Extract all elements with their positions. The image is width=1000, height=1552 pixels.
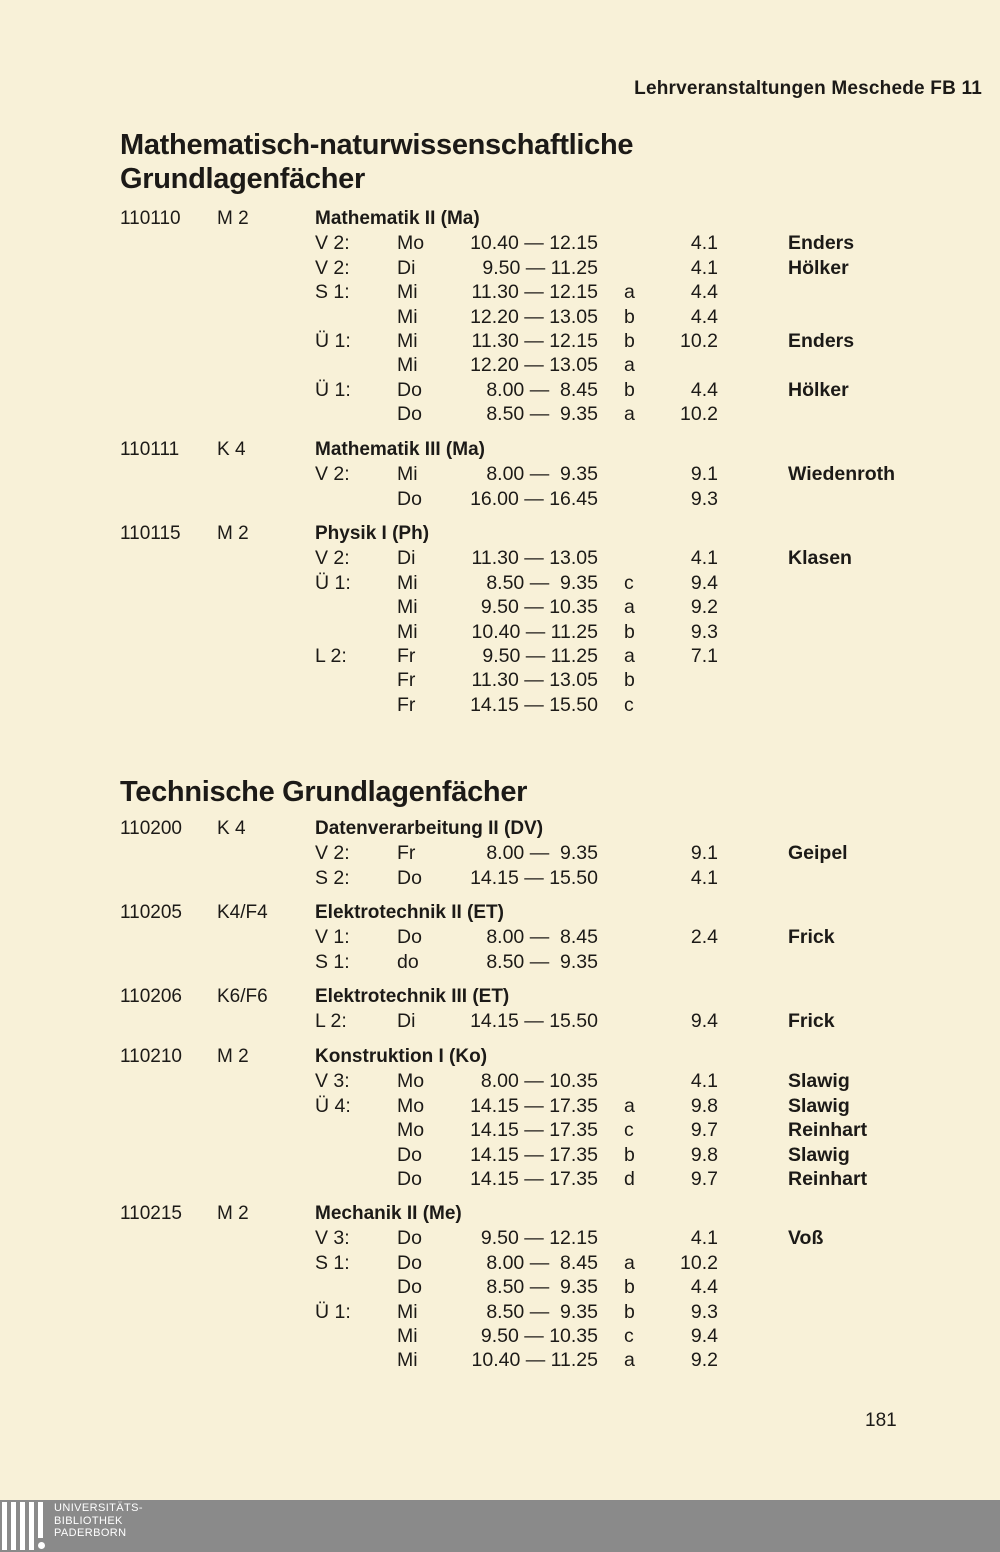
session-row xyxy=(0,866,1000,890)
session-day: Mi xyxy=(397,305,418,328)
session-lecturer: Reinhart xyxy=(788,1119,868,1142)
course-type: K4/F4 xyxy=(217,902,268,923)
session-day: Mi xyxy=(397,1324,418,1347)
course-title: Datenverarbeitung II (DV) xyxy=(315,818,544,839)
session-row xyxy=(0,487,1000,511)
session-room: 4.1 xyxy=(690,232,718,255)
course-title: Mechanik II (Me) xyxy=(315,1203,462,1224)
session-lecturer: Enders xyxy=(788,232,855,255)
session-group: d xyxy=(624,1167,635,1190)
session-time: 8.50 — 9.35 xyxy=(486,1276,598,1299)
session-group: b xyxy=(624,1300,635,1323)
session-time: 9.50 — 10.35 xyxy=(480,596,598,619)
session-group: a xyxy=(624,403,635,426)
course-number: 110206 xyxy=(120,986,182,1007)
session-group: b xyxy=(624,305,635,328)
section-title-line-1: Mathematisch-naturwissenschaftliche xyxy=(120,129,634,161)
session-room: 10.2 xyxy=(680,329,718,352)
session-day: Mi xyxy=(397,1349,418,1372)
session-group: b xyxy=(624,329,635,352)
session-day: Mo xyxy=(397,1094,425,1117)
course-number: 110110 xyxy=(120,208,181,229)
session-time: 9.50 — 11.25 xyxy=(482,256,598,279)
session-kind: S 1: xyxy=(315,950,350,973)
session-time: 14.15 — 17.35 xyxy=(470,1143,598,1166)
session-lecturer: Reinhart xyxy=(788,1167,868,1190)
course-header xyxy=(0,438,1000,462)
session-room: 4.1 xyxy=(690,547,718,570)
session-kind: Ü 1: xyxy=(315,571,351,594)
session-room: 7.1 xyxy=(690,644,718,667)
session-row xyxy=(0,668,1000,692)
session-row xyxy=(0,1118,1000,1142)
session-group: a xyxy=(624,596,635,619)
session-group: b xyxy=(624,620,635,643)
section-title-technical xyxy=(120,775,527,809)
session-time: 14.15 — 17.35 xyxy=(470,1167,598,1190)
course-number: 110111 xyxy=(120,439,180,460)
session-kind: S 1: xyxy=(315,281,350,304)
session-row xyxy=(0,644,1000,668)
session-kind: Ü 1: xyxy=(315,378,351,401)
session-time: 9.50 — 12.15 xyxy=(480,1227,598,1250)
session-room: 9.2 xyxy=(690,596,718,619)
course-type: M 2 xyxy=(217,1046,249,1067)
course-header xyxy=(0,1045,1000,1069)
session-row xyxy=(0,1348,1000,1372)
session-room: 4.4 xyxy=(690,378,718,401)
session-kind: L 2: xyxy=(315,644,347,667)
course-number: 110215 xyxy=(120,1203,182,1224)
session-lecturer: Slawig xyxy=(788,1143,850,1166)
session-kind: V 1: xyxy=(315,926,350,949)
session-time: 14.15 — 17.35 xyxy=(470,1119,598,1142)
session-time: 14.15 — 17.35 xyxy=(470,1094,598,1117)
course-type: K 4 xyxy=(217,439,246,460)
session-row xyxy=(0,256,1000,280)
session-room: 9.1 xyxy=(690,842,718,865)
session-kind: V 2: xyxy=(315,232,350,255)
session-time: 12.20 — 13.05 xyxy=(470,354,598,377)
course-number: 110200 xyxy=(120,818,182,839)
session-room: 9.4 xyxy=(690,1324,718,1347)
session-row xyxy=(0,462,1000,486)
course-header xyxy=(0,1202,1000,1226)
session-kind: S 1: xyxy=(315,1251,350,1274)
course-number: 110115 xyxy=(120,523,181,544)
library-name xyxy=(54,1502,143,1540)
session-group: c xyxy=(624,1119,634,1142)
session-group: a xyxy=(624,354,635,377)
course-header xyxy=(0,817,1000,841)
session-room: 2.4 xyxy=(690,926,718,949)
session-lecturer: Wiedenroth xyxy=(788,463,896,486)
session-room: 10.2 xyxy=(680,1251,718,1274)
session-row xyxy=(0,1275,1000,1299)
session-time: 8.50 — 9.35 xyxy=(486,950,598,973)
session-row xyxy=(0,1094,1000,1118)
session-room: 4.4 xyxy=(690,305,718,328)
session-room: 9.8 xyxy=(690,1094,718,1117)
session-room: 4.1 xyxy=(690,256,718,279)
session-day: Do xyxy=(397,926,422,949)
session-group: a xyxy=(624,1094,635,1117)
session-room: 10.2 xyxy=(680,403,718,426)
session-time: 8.00 — 8.45 xyxy=(486,378,598,401)
session-room: 9.4 xyxy=(690,571,718,594)
session-room: 9.3 xyxy=(690,620,718,643)
session-kind: V 3: xyxy=(315,1070,350,1093)
session-row xyxy=(0,329,1000,353)
session-time: 8.00 — 9.35 xyxy=(486,463,598,486)
session-time: 8.00 — 10.35 xyxy=(480,1070,598,1093)
running-head: Lehrveranstaltungen Meschede FB 11 xyxy=(634,78,982,99)
session-time: 16.00 — 16.45 xyxy=(470,487,598,510)
course-header xyxy=(0,522,1000,546)
session-kind: V 2: xyxy=(315,256,350,279)
section-title-math xyxy=(120,128,633,196)
session-lecturer: Frick xyxy=(788,926,835,949)
session-day: Di xyxy=(397,256,416,279)
session-row xyxy=(0,841,1000,865)
session-day: Mi xyxy=(397,1300,418,1323)
course-title: Elektrotechnik III (ET) xyxy=(315,986,510,1007)
course-type: M 2 xyxy=(217,1203,249,1224)
session-group: c xyxy=(624,693,634,716)
session-kind: L 2: xyxy=(315,1010,347,1033)
session-row xyxy=(0,693,1000,717)
session-group: a xyxy=(624,644,635,667)
session-time: 11.30 — 13.05 xyxy=(471,547,598,570)
session-group: c xyxy=(624,571,634,594)
session-row xyxy=(0,1251,1000,1275)
library-name-line: PADERBORN xyxy=(54,1527,127,1539)
course-title: Mathematik II (Ma) xyxy=(315,208,480,229)
course-header xyxy=(0,901,1000,925)
session-time: 14.15 — 15.50 xyxy=(470,693,598,716)
session-room: 4.1 xyxy=(690,1227,718,1250)
session-row xyxy=(0,950,1000,974)
session-time: 9.50 — 10.35 xyxy=(480,1324,598,1347)
course-type: K 4 xyxy=(217,818,246,839)
course-block xyxy=(0,207,1000,427)
session-room: 9.7 xyxy=(690,1167,718,1190)
session-time: 8.00 — 8.45 xyxy=(486,926,598,949)
session-day: Fr xyxy=(397,842,416,865)
course-title: Elektrotechnik II (ET) xyxy=(315,902,504,923)
session-row xyxy=(0,595,1000,619)
session-lecturer: Enders xyxy=(788,329,855,352)
library-name-line: BIBLIOTHEK xyxy=(54,1514,123,1527)
session-lecturer: Voß xyxy=(788,1227,824,1250)
session-time: 8.00 — 9.35 xyxy=(486,842,598,865)
course-block xyxy=(0,901,1000,974)
library-logo-icon xyxy=(2,1502,48,1550)
session-row xyxy=(0,305,1000,329)
page-number: 181 xyxy=(865,1410,897,1431)
session-group: c xyxy=(624,1324,634,1347)
session-time: 10.40 — 11.25 xyxy=(471,1349,598,1372)
session-row xyxy=(0,546,1000,570)
session-lecturer: Frick xyxy=(788,1010,835,1033)
course-number: 110205 xyxy=(120,902,182,923)
session-day: Do xyxy=(397,1227,422,1250)
session-row xyxy=(0,1324,1000,1348)
course-block xyxy=(0,1045,1000,1191)
session-day: Mo xyxy=(397,232,425,255)
session-lecturer: Slawig xyxy=(788,1094,850,1117)
session-day: Mi xyxy=(397,620,418,643)
course-type: K6/F6 xyxy=(217,986,268,1007)
session-kind: V 3: xyxy=(315,1227,350,1250)
course-block xyxy=(0,522,1000,717)
course-block xyxy=(0,438,1000,511)
session-day: Fr xyxy=(397,644,416,667)
session-day: Mo xyxy=(397,1070,425,1093)
session-day: Do xyxy=(397,487,422,510)
session-row xyxy=(0,1143,1000,1167)
session-time: 14.15 — 15.50 xyxy=(470,1010,598,1033)
session-row xyxy=(0,402,1000,426)
session-day: Do xyxy=(397,1276,422,1299)
session-day: Mi xyxy=(397,329,418,352)
library-name-line: UNIVERSITÄTS- xyxy=(54,1502,143,1514)
session-kind: V 2: xyxy=(315,463,350,486)
session-day: do xyxy=(397,950,419,973)
section-title-line-1: Technische Grundlagenfächer xyxy=(120,776,528,808)
library-footer xyxy=(0,1500,1000,1552)
session-day: Do xyxy=(397,403,422,426)
session-day: Di xyxy=(397,547,416,570)
session-group: a xyxy=(624,1349,635,1372)
session-time: 14.15 — 15.50 xyxy=(470,866,598,889)
session-row xyxy=(0,620,1000,644)
session-group: a xyxy=(624,1251,635,1274)
session-day: Mi xyxy=(397,571,418,594)
session-kind: S 2: xyxy=(315,866,350,889)
session-kind: Ü 1: xyxy=(315,329,351,352)
course-type: M 2 xyxy=(217,208,249,229)
session-room: 4.1 xyxy=(690,1070,718,1093)
session-row xyxy=(0,231,1000,255)
session-room: 4.1 xyxy=(690,866,718,889)
session-row xyxy=(0,378,1000,402)
session-day: Do xyxy=(397,1143,422,1166)
session-time: 12.20 — 13.05 xyxy=(470,305,598,328)
session-room: 9.4 xyxy=(690,1010,718,1033)
session-time: 10.40 — 12.15 xyxy=(470,232,598,255)
session-group: b xyxy=(624,1276,635,1299)
session-time: 8.00 — 8.45 xyxy=(486,1251,598,1274)
section-title-line-2: Grundlagenfächer xyxy=(120,163,365,195)
session-day: Mi xyxy=(397,354,418,377)
course-title: Konstruktion I (Ko) xyxy=(315,1046,488,1067)
session-time: 11.30 — 12.15 xyxy=(471,329,598,352)
session-group: b xyxy=(624,1143,635,1166)
session-lecturer: Hölker xyxy=(788,256,849,279)
session-row xyxy=(0,280,1000,304)
course-block xyxy=(0,985,1000,1034)
course-block xyxy=(0,1202,1000,1373)
session-time: 8.50 — 9.35 xyxy=(486,1300,598,1323)
session-row xyxy=(0,571,1000,595)
session-row xyxy=(0,353,1000,377)
session-time: 10.40 — 11.25 xyxy=(471,620,598,643)
session-lecturer: Geipel xyxy=(788,842,848,865)
session-room: 9.8 xyxy=(690,1143,718,1166)
session-group: b xyxy=(624,669,635,692)
session-lecturer: Klasen xyxy=(788,547,852,570)
session-row xyxy=(0,1300,1000,1324)
session-row xyxy=(0,1009,1000,1033)
session-day: Fr xyxy=(397,669,416,692)
session-room: 9.1 xyxy=(690,463,718,486)
session-room: 4.4 xyxy=(690,281,718,304)
session-room: 4.4 xyxy=(690,1276,718,1299)
course-type: M 2 xyxy=(217,523,249,544)
session-row xyxy=(0,1226,1000,1250)
session-time: 8.50 — 9.35 xyxy=(486,403,598,426)
session-day: Do xyxy=(397,866,422,889)
session-kind: Ü 4: xyxy=(315,1094,351,1117)
session-day: Mi xyxy=(397,596,418,619)
session-row xyxy=(0,1167,1000,1191)
session-room: 9.3 xyxy=(690,1300,718,1323)
session-room: 9.3 xyxy=(690,487,718,510)
session-day: Do xyxy=(397,1251,422,1274)
session-lecturer: Slawig xyxy=(788,1070,850,1093)
course-number: 110210 xyxy=(120,1046,182,1067)
session-day: Do xyxy=(397,1167,422,1190)
session-day: Mi xyxy=(397,281,418,304)
session-group: b xyxy=(624,378,635,401)
course-title: Mathematik III (Ma) xyxy=(315,439,485,460)
course-header xyxy=(0,985,1000,1009)
session-time: 11.30 — 12.15 xyxy=(471,281,598,304)
session-lecturer: Hölker xyxy=(788,378,849,401)
course-title: Physik I (Ph) xyxy=(315,523,430,544)
course-header xyxy=(0,207,1000,231)
session-day: Mo xyxy=(397,1119,425,1142)
session-time: 9.50 — 11.25 xyxy=(482,644,598,667)
session-time: 8.50 — 9.35 xyxy=(486,571,598,594)
course-block xyxy=(0,817,1000,890)
session-time: 11.30 — 13.05 xyxy=(471,669,598,692)
session-group: a xyxy=(624,281,635,304)
session-kind: Ü 1: xyxy=(315,1300,351,1323)
session-row xyxy=(0,1069,1000,1093)
session-room: 9.2 xyxy=(690,1349,718,1372)
session-row xyxy=(0,925,1000,949)
session-day: Di xyxy=(397,1010,416,1033)
session-kind: V 2: xyxy=(315,842,350,865)
session-day: Do xyxy=(397,378,422,401)
session-day: Fr xyxy=(397,693,416,716)
session-kind: V 2: xyxy=(315,547,350,570)
session-room: 9.7 xyxy=(690,1119,718,1142)
session-day: Mi xyxy=(397,463,418,486)
